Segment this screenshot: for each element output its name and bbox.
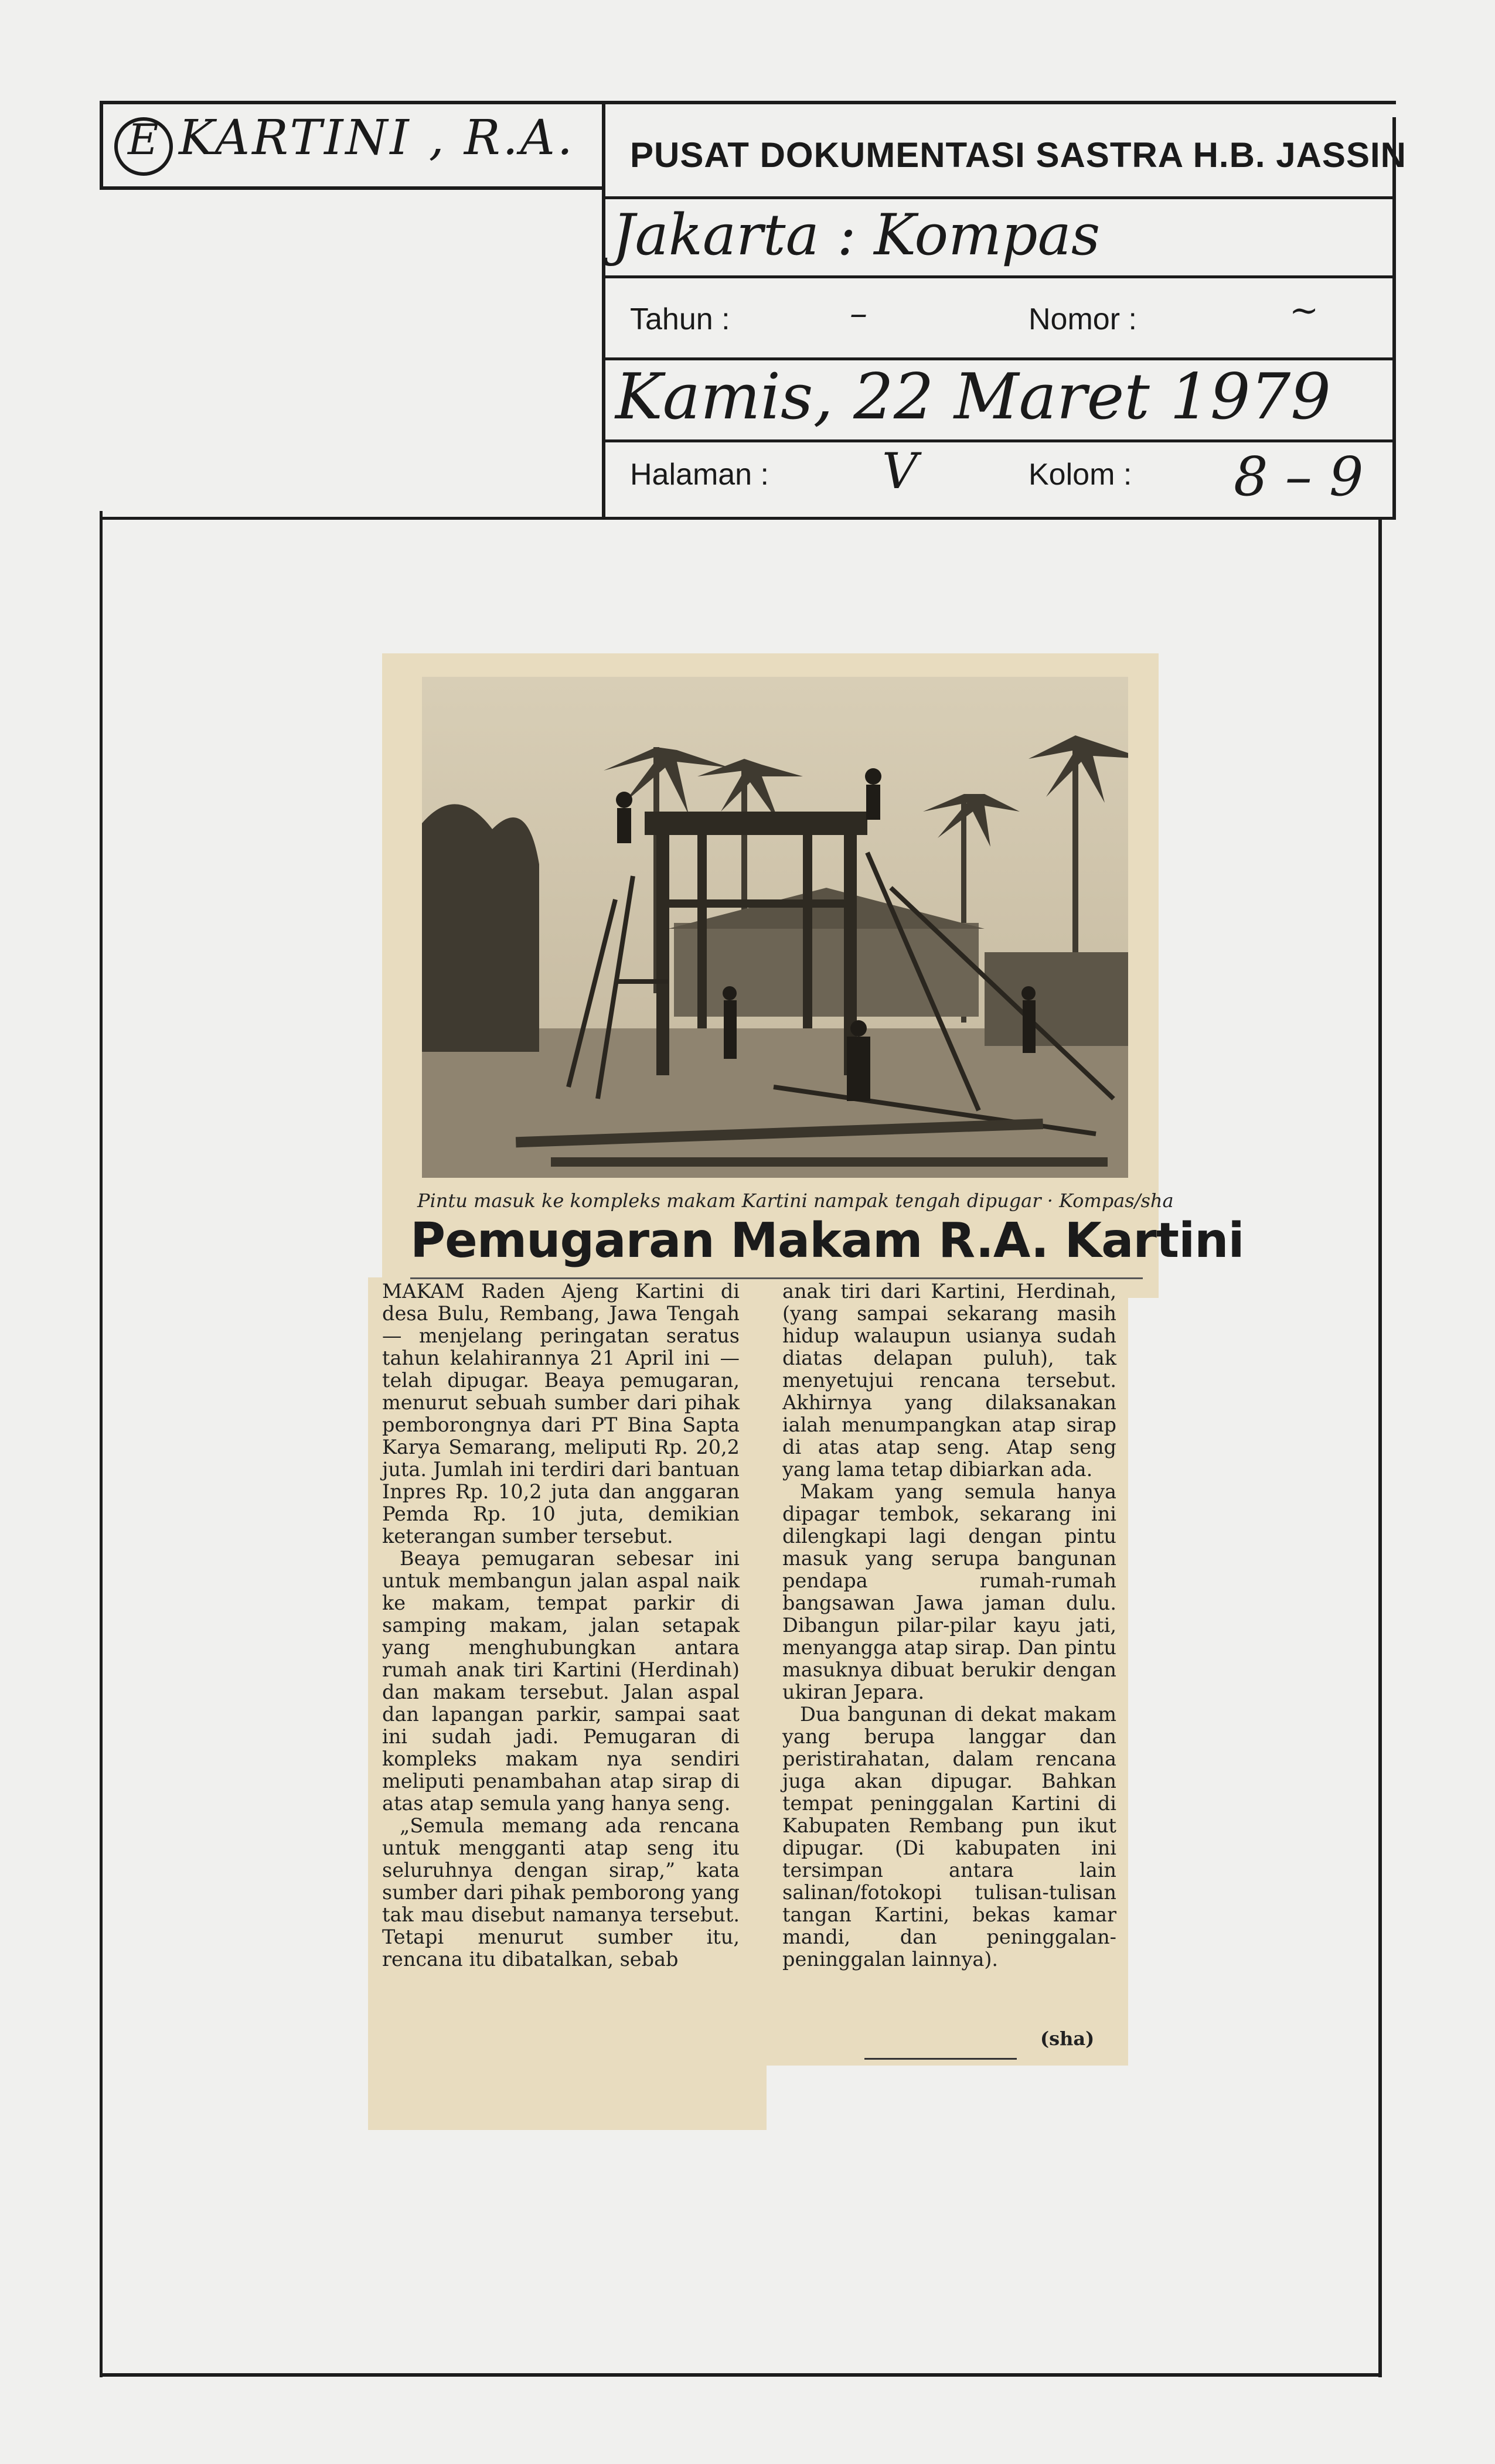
nomor-label: Nomor : — [1029, 302, 1137, 336]
form-left-border-top — [100, 101, 103, 190]
paragraph: Makam yang semula hanya dipagar tembok, sekarang ini dilengkapi lagi dengan pintu masuk yang serupa bangunan pendapa rumah-rumah bangsawan Jawa jaman dulu. Dibangun pilar-pilar kayu jati, menyangga atap sirap. Dan pintu masuknya dibuat berukir dengan ukiran Jepara. — [782, 1480, 1116, 1703]
nomor-value: ~ — [1289, 290, 1319, 331]
tahun-value: – — [850, 293, 867, 334]
organization-name: PUSAT DOKUMENTASI SASTRA H.B. JASSIN — [630, 135, 1407, 175]
photo-caption: Pintu masuk ke kompleks makam Kartini nampak tengah dipugar · Kompas/sha — [417, 1190, 1174, 1212]
form-subject-underline — [100, 186, 605, 190]
paragraph: „Semula memang ada rencana untuk mengganti atap seng itu seluruhnya dengan sirap,” kata sumber dari pihak pemborong yang tak mau disebut namanya tersebut. Tetapi menurut sumber itu, rencana itu dibatalkan, sebab — [382, 1814, 740, 1971]
halaman-label: Halaman : — [630, 458, 769, 492]
end-rule — [864, 2058, 1017, 2060]
place-source: Jakarta : Kompas — [612, 202, 1101, 268]
subject-heading: KARTINI , R.A. — [179, 110, 575, 166]
halaman-value: V — [882, 442, 918, 500]
news-photo — [422, 677, 1128, 1178]
gateway-scaffolding-illustration — [422, 677, 1128, 1178]
form-divider-vertical — [602, 101, 605, 520]
kolom-value: 8 – 9 — [1234, 445, 1364, 508]
mount-left-border — [100, 511, 103, 2377]
article-column-2 — [782, 1280, 1116, 1971]
subject-mark: E — [128, 115, 159, 164]
author-signature: (sha) — [1040, 2027, 1095, 2050]
article-column-1 — [382, 1280, 740, 1971]
form-row-line-1 — [602, 196, 1396, 199]
mount-bottom-border — [100, 2373, 1382, 2377]
mount-right-border — [1378, 517, 1382, 2377]
paragraph: Dua bangunan di dekat makam yang berupa langgar dan peristirahatan, dalam rencana juga akan dipugar. Bahkan tempat peninggalan Kartini di Kabupaten Rembang pun ikut dipugar. (Di kabupaten ini tersimpan antara lain salinan/fotokopi tulisan-tulisan tangan Kartini, bekas kamar mandi, dan peninggalan-peninggalan lainnya). — [782, 1703, 1116, 1971]
publication-date: Kamis, 22 Maret 1979 — [615, 360, 1331, 434]
form-row-line-4 — [602, 439, 1396, 442]
paragraph: anak tiri dari Kartini, Herdinah, (yang sampai sekarang masih hidup walaupun usianya sudah diatas delapan puluh), tak menyetujui rencana tersebut. Akhirnya yang dilaksanakan ialah menumpangkan atap sirap di atas atap seng. Atap seng yang lama tetap dibiarkan ada. — [782, 1280, 1116, 1481]
form-right-border — [1392, 117, 1396, 520]
form-row-line-2 — [602, 275, 1396, 278]
paragraph: MAKAM Raden Ajeng Kartini di desa Bulu, Rembang, Jawa Tengah — menjelang peringatan seratus tahun kelahirannya 21 April ini — telah dipugar. Beaya pemugaran, menurut sebuah sumber dari pihak pemborongnya dari PT Bina Sapta Karya Semarang, meliputi Rp. 20,2 juta. Jumlah ini terdiri dari bantuan Inpres Rp. 10,2 juta dan anggaran Pemda Rp. 10 juta, demikian keterangan sumber tersebut. — [382, 1280, 740, 1548]
headline-rule — [410, 1277, 1143, 1279]
form-bottom-line — [100, 517, 1396, 520]
article-headline: Pemugaran Makam R.A. Kartini — [410, 1213, 1244, 1269]
form-top-border — [100, 101, 1396, 104]
tahun-label: Tahun : — [630, 302, 730, 336]
kolom-label: Kolom : — [1029, 458, 1132, 492]
paragraph: Beaya pemugaran sebesar ini untuk membangun jalan aspal naik ke makam, tempat parkir di samping makam, jalan setapak yang menghubungkan antara rumah anak tiri Kartini (Herdinah) dan makam tersebut. Jalan aspal dan lapangan parkir, sampai saat ini sudah jadi. Pemugaran di kompleks makam nya sendiri meliputi penambahan atap sirap di atas atap semula yang hanya seng. — [382, 1547, 740, 1815]
